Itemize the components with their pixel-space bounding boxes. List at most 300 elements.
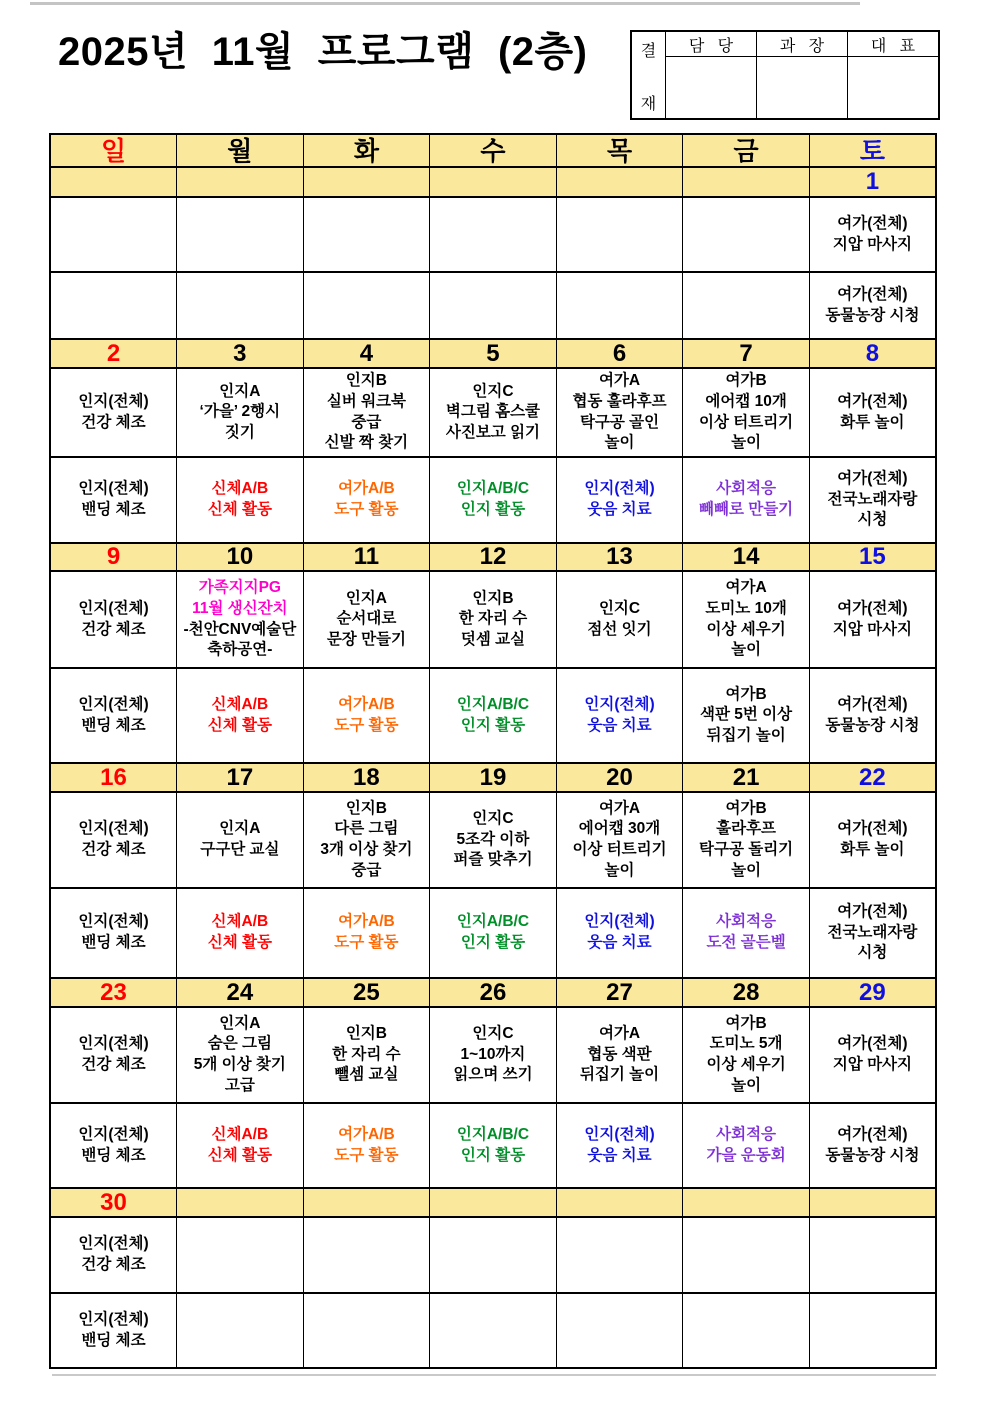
program-line: 놀이 [604, 434, 635, 452]
program-line: 짓기 [224, 423, 255, 441]
morning-program-cell-thu [556, 197, 683, 272]
calendar-table [49, 133, 937, 1369]
afternoon-program-cell-wed [430, 272, 557, 339]
approval-box [630, 30, 940, 120]
program-line: 지압 마사지 [832, 620, 912, 638]
date-cell-sat [809, 1188, 936, 1217]
program-line: 건강 체조 [81, 620, 146, 638]
program-line: 도전 골든벨 [706, 934, 786, 951]
program-line: 도구 활동 [334, 1146, 399, 1164]
afternoon-program-cell-sun [50, 272, 177, 339]
program-line: 시청 [857, 944, 888, 962]
date-cell-fri: 14 [683, 543, 810, 571]
weekday-header-wed: 수 [430, 134, 557, 167]
program-line: 여가A/B [338, 695, 395, 713]
program-line: 퍼즐 맞추기 [453, 851, 533, 869]
scan-artifact-line-bottom [52, 1374, 936, 1376]
date-cell-sat: 29 [809, 978, 936, 1007]
program-line: 에어캡 10개 [705, 392, 787, 410]
program-line: 여가(전체) [837, 1125, 908, 1143]
program-line: 화투 놀이 [840, 841, 905, 858]
program-line: 건강 체조 [81, 1256, 146, 1273]
morning-program-cell-fri [683, 197, 810, 272]
afternoon-program-cell-sat [809, 668, 936, 763]
program-line: 순서대로 [336, 610, 397, 628]
program-line: 여가A [725, 579, 767, 597]
approval-column-manager [756, 32, 847, 118]
approval-stamp-top-char: 결 [640, 43, 657, 60]
program-line: 동물농장 시청 [825, 1146, 920, 1164]
program-line: 문장 만들기 [326, 630, 406, 648]
program-line: 놀이 [731, 1076, 762, 1094]
date-cell-sat: 8 [809, 339, 936, 368]
program-line: 3개 이상 찾기 [320, 841, 413, 858]
program-line: 신체A/B [211, 480, 269, 498]
program-line: 협동 훌라후프 [572, 392, 667, 410]
program-line: 시청 [857, 511, 888, 529]
program-line: 5개 이상 찾기 [193, 1056, 286, 1073]
program-line: 11월 생신잔치 [192, 599, 288, 617]
afternoon-program-cell-thu [556, 1293, 683, 1368]
afternoon-program-cell-mon [177, 272, 304, 339]
program-line: 인지A [219, 820, 261, 838]
program-line: 사회적응 [716, 480, 777, 498]
program-line: 신발 짝 찾기 [324, 434, 409, 452]
afternoon-program-cell-fri [683, 888, 810, 978]
program-line: 여가B [725, 799, 767, 817]
program-line: 여가B [725, 685, 767, 703]
program-line: 여가A/B [338, 480, 395, 498]
morning-program-cell-sun [50, 1007, 177, 1103]
program-line: 웃음 치료 [587, 501, 652, 518]
program-line: ‘가을’ 2행시 [199, 403, 281, 421]
date-cell-tue: 18 [303, 763, 430, 792]
program-line: 한 자리 수 [332, 1045, 401, 1063]
date-cell-sun: 30 [50, 1188, 177, 1217]
date-cell-thu: 6 [556, 339, 683, 368]
afternoon-program-cell-mon [177, 888, 304, 978]
afternoon-program-cell-fri [683, 1293, 810, 1368]
approval-head-manager: 과 장 [757, 32, 847, 57]
date-cell-sun: 2 [50, 339, 177, 368]
approval-signature-space-manager [757, 57, 847, 118]
program-line: 신체 활동 [207, 934, 272, 951]
program-line: 사회적응 [716, 913, 777, 931]
morning-program-cell-tue [303, 792, 430, 888]
program-line: 인지B [345, 799, 387, 817]
date-cell-mon: 17 [177, 763, 304, 792]
afternoon-program-cell-thu [556, 888, 683, 978]
program-line: 여가(전체) [837, 392, 908, 410]
program-line: 밴딩 체조 [81, 1331, 146, 1349]
program-line: 여가(전체) [837, 285, 908, 303]
date-cell-wed: 5 [430, 339, 557, 368]
morning-program-cell-wed [430, 571, 557, 668]
afternoon-program-cell-fri [683, 272, 810, 339]
program-line: 동물농장 시청 [825, 716, 920, 734]
afternoon-program-cell-wed [430, 668, 557, 763]
morning-program-cell-sun [50, 792, 177, 888]
morning-program-cell-thu [556, 571, 683, 668]
afternoon-program-cell-sun [50, 1103, 177, 1188]
program-line: 웃음 치료 [587, 934, 652, 951]
date-cell-sat: 1 [809, 167, 936, 197]
program-line: 훌라후프 [716, 820, 777, 838]
program-line: 인지C [472, 382, 514, 400]
program-line: 여가B [725, 1014, 767, 1032]
morning-program-cell-mon [177, 792, 304, 888]
morning-program-cell-mon [177, 1217, 304, 1293]
program-line: 지압 마사지 [832, 1056, 912, 1073]
approval-head-representative: 대 표 [848, 32, 938, 57]
program-line: 여가(전체) [837, 903, 908, 921]
date-cell-sun [50, 167, 177, 197]
afternoon-program-cell-mon [177, 668, 304, 763]
afternoon-program-cell-tue [303, 1293, 430, 1368]
program-line: 인지B [345, 1025, 387, 1043]
date-cell-wed: 12 [430, 543, 557, 571]
program-line: 벽그림 홈스쿨 [445, 403, 541, 421]
program-line: 인지C [472, 810, 514, 828]
program-line: 여가(전체) [837, 599, 908, 617]
program-line: 인지(전체) [78, 820, 149, 838]
date-cell-tue [303, 1188, 430, 1217]
program-line: 뒤집기 놀이 [579, 1066, 660, 1084]
program-line: 신체 활동 [207, 1146, 272, 1164]
morning-program-cell-fri [683, 368, 810, 457]
afternoon-program-cell-fri [683, 1103, 810, 1188]
program-line: 인지 활동 [460, 716, 526, 734]
morning-program-cell-sat [809, 368, 936, 457]
afternoon-program-cell-wed [430, 888, 557, 978]
program-line: 여가(전체) [837, 214, 908, 232]
program-line: 여가(전체) [837, 695, 908, 713]
date-cell-fri: 28 [683, 978, 810, 1007]
program-line: 도구 활동 [334, 934, 399, 951]
date-cell-mon: 24 [177, 978, 304, 1007]
program-line: 인지B [345, 372, 387, 390]
afternoon-program-cell-tue [303, 272, 430, 339]
program-line: 여가A [598, 372, 641, 390]
morning-program-cell-sat [809, 1007, 936, 1103]
program-line: 놀이 [731, 641, 762, 659]
morning-program-cell-tue [303, 1007, 430, 1103]
program-line: 건강 체조 [81, 413, 146, 431]
afternoon-program-cell-tue [303, 1103, 430, 1188]
afternoon-program-cell-wed [430, 1103, 557, 1188]
morning-program-cell-mon [177, 1007, 304, 1103]
program-line: 도미노 5개 [709, 1035, 783, 1053]
date-cell-fri: 21 [683, 763, 810, 792]
program-line: 밴딩 체조 [81, 1146, 146, 1164]
morning-program-cell-fri [683, 571, 810, 668]
program-line: 인지A [219, 382, 261, 400]
afternoon-program-cell-sat [809, 272, 936, 339]
morning-program-cell-mon [177, 571, 304, 668]
program-line: 신체A/B [211, 1125, 269, 1143]
approval-signature-space-representative [848, 57, 938, 118]
date-cell-tue: 4 [303, 339, 430, 368]
morning-program-cell-wed [430, 197, 557, 272]
date-cell-mon [177, 167, 304, 197]
afternoon-program-cell-thu [556, 272, 683, 339]
program-line: 인지(전체) [78, 1035, 149, 1053]
program-line: 에어캡 30개 [578, 820, 661, 838]
program-line: 동물농장 시청 [825, 306, 920, 324]
morning-program-cell-sun [50, 571, 177, 668]
afternoon-program-cell-sun [50, 888, 177, 978]
program-line: 덧셈 교실 [460, 630, 526, 648]
program-line: 건강 체조 [81, 1056, 146, 1073]
program-line: 건강 체조 [81, 841, 146, 858]
program-line: 이상 터트리기 [699, 413, 794, 431]
morning-program-cell-wed [430, 1217, 557, 1293]
morning-program-cell-thu [556, 1007, 683, 1103]
program-line: 놀이 [731, 434, 762, 452]
program-line: 뺄셈 교실 [334, 1066, 399, 1084]
morning-program-cell-sat [809, 792, 936, 888]
date-cell-wed [430, 167, 557, 197]
program-line: 인지(전체) [78, 1235, 149, 1253]
afternoon-program-cell-wed [430, 457, 557, 543]
date-cell-tue [303, 167, 430, 197]
date-cell-thu: 20 [556, 763, 683, 792]
date-cell-wed: 19 [430, 763, 557, 792]
morning-program-cell-mon [177, 368, 304, 457]
program-line: 탁구공 골인 [579, 413, 660, 431]
program-line: 전국노래자랑 [827, 923, 918, 941]
program-line: 인지(전체) [584, 1125, 655, 1143]
program-line: 여가A [598, 1025, 641, 1043]
afternoon-program-cell-tue [303, 888, 430, 978]
program-line: 이상 세우기 [706, 1056, 786, 1073]
weekday-header-sun: 일 [50, 134, 177, 167]
morning-program-cell-sun [50, 368, 177, 457]
date-cell-sun: 23 [50, 978, 177, 1007]
date-cell-wed [430, 1188, 557, 1217]
program-line: 신체A/B [211, 913, 269, 931]
program-line: 이상 터트리기 [572, 841, 667, 858]
afternoon-program-cell-fri [683, 668, 810, 763]
program-line: 탁구공 돌리기 [699, 841, 794, 858]
program-line: 여가(전체) [837, 470, 908, 488]
program-line: 1~10까지 [460, 1045, 526, 1063]
program-line: 한 자리 수 [458, 610, 528, 628]
morning-program-cell-wed [430, 792, 557, 888]
morning-program-cell-tue [303, 571, 430, 668]
program-line: 뒤집기 놀이 [706, 726, 786, 744]
program-line: 여가A/B [338, 1125, 395, 1143]
program-line: 숨은 그림 [207, 1035, 272, 1053]
afternoon-program-cell-mon [177, 457, 304, 543]
approval-column-representative [847, 32, 938, 118]
date-cell-tue: 11 [303, 543, 430, 571]
program-line: 신체 활동 [207, 716, 272, 734]
date-cell-sun: 9 [50, 543, 177, 571]
program-line: 전국노래자랑 [827, 490, 918, 508]
approval-stamp-bottom-char: 재 [640, 96, 657, 113]
program-line: 도미노 10개 [705, 599, 787, 617]
program-line: 인지C [472, 1025, 514, 1043]
program-line: 여가B [725, 372, 767, 390]
program-line: 사회적응 [716, 1125, 777, 1143]
approval-head-staff: 담 당 [666, 32, 756, 57]
afternoon-program-cell-wed [430, 1293, 557, 1368]
program-line: 인지(전체) [584, 695, 655, 713]
morning-program-cell-thu [556, 368, 683, 457]
program-line: 도구 활동 [334, 501, 399, 518]
morning-program-cell-sun [50, 1217, 177, 1293]
program-line: 웃음 치료 [587, 1146, 652, 1164]
morning-program-cell-fri [683, 1007, 810, 1103]
date-cell-wed: 26 [430, 978, 557, 1007]
program-line: 인지A/B/C [456, 1125, 530, 1143]
date-cell-mon: 10 [177, 543, 304, 571]
afternoon-program-cell-sun [50, 668, 177, 763]
date-cell-thu [556, 167, 683, 197]
date-cell-fri [683, 167, 810, 197]
program-line: 고급 [224, 1076, 255, 1094]
weekday-header-tue: 화 [303, 134, 430, 167]
program-line: 빼빼로 만들기 [699, 501, 794, 518]
afternoon-program-cell-sat [809, 888, 936, 978]
program-line: 여가A [598, 799, 641, 817]
morning-program-cell-tue [303, 1217, 430, 1293]
program-line: 여가(전체) [837, 820, 908, 838]
program-line: 가족지지PG [198, 579, 281, 597]
afternoon-program-cell-mon [177, 1103, 304, 1188]
approval-signature-space-staff [666, 57, 756, 118]
weekday-header-mon: 월 [177, 134, 304, 167]
afternoon-program-cell-tue [303, 457, 430, 543]
afternoon-program-cell-sat [809, 1103, 936, 1188]
afternoon-program-cell-sat [809, 1293, 936, 1368]
program-line: 이상 세우기 [706, 620, 786, 638]
morning-program-cell-wed [430, 1007, 557, 1103]
morning-program-cell-wed [430, 368, 557, 457]
afternoon-program-cell-thu [556, 1103, 683, 1188]
date-cell-mon: 3 [177, 339, 304, 368]
afternoon-program-cell-tue [303, 668, 430, 763]
afternoon-program-cell-fri [683, 457, 810, 543]
program-line: 여가A/B [338, 913, 395, 931]
morning-program-cell-tue [303, 197, 430, 272]
program-line: 여가(전체) [837, 1035, 908, 1053]
program-line: 인지(전체) [584, 480, 655, 498]
morning-program-cell-thu [556, 792, 683, 888]
program-line: 인지A/B/C [456, 695, 530, 713]
scan-artifact-line-top [30, 2, 860, 5]
program-line: 도구 활동 [334, 716, 399, 734]
date-cell-thu [556, 1188, 683, 1217]
program-line: 밴딩 체조 [81, 716, 146, 734]
program-line: 인지(전체) [584, 913, 655, 931]
date-cell-fri [683, 1188, 810, 1217]
program-line: 놀이 [731, 861, 762, 879]
program-line: 5조각 이하 [456, 830, 530, 848]
morning-program-cell-sat [809, 571, 936, 668]
date-cell-sat: 15 [809, 543, 936, 571]
program-line: 인지(전체) [78, 599, 149, 617]
program-line: 인지A [219, 1014, 261, 1032]
afternoon-program-cell-mon [177, 1293, 304, 1368]
page-title: 2025년 11월 프로그램 (2층) [58, 30, 588, 74]
program-line: 화투 놀이 [840, 413, 905, 431]
weekday-header-thu: 목 [556, 134, 683, 167]
program-line: 인지C [598, 599, 641, 617]
program-line: 신체A/B [211, 695, 269, 713]
program-line: 인지 활동 [460, 1146, 526, 1164]
morning-program-cell-sat [809, 1217, 936, 1293]
program-line: 인지(전체) [78, 392, 149, 410]
date-cell-thu: 13 [556, 543, 683, 571]
date-cell-mon [177, 1188, 304, 1217]
program-line: 신체 활동 [207, 501, 272, 518]
program-line: 웃음 치료 [587, 716, 652, 734]
program-line: 지압 마사지 [832, 235, 912, 253]
program-line: 인지 활동 [460, 501, 526, 518]
afternoon-program-cell-thu [556, 668, 683, 763]
morning-program-cell-sun [50, 197, 177, 272]
program-line: 밴딩 체조 [81, 501, 146, 518]
program-line: 인지A/B/C [456, 480, 530, 498]
program-line: 인지 활동 [460, 934, 526, 951]
morning-program-cell-tue [303, 368, 430, 457]
morning-program-cell-sat [809, 197, 936, 272]
program-line: 구구단 교실 [200, 841, 280, 858]
date-cell-thu: 27 [556, 978, 683, 1007]
approval-column-staff [666, 32, 756, 118]
weekday-header-sat: 토 [809, 134, 936, 167]
program-line: 인지A [345, 589, 387, 607]
date-cell-fri: 7 [683, 339, 810, 368]
weekday-header-fri: 금 [683, 134, 810, 167]
program-line: 가을 운동회 [706, 1146, 786, 1164]
afternoon-program-cell-sun [50, 1293, 177, 1368]
program-line: 인지B [472, 589, 514, 607]
date-cell-sat: 22 [809, 763, 936, 792]
afternoon-program-cell-sun [50, 457, 177, 543]
program-line: 중급 [351, 413, 382, 431]
morning-program-cell-thu [556, 1217, 683, 1293]
afternoon-program-cell-sat [809, 457, 936, 543]
morning-program-cell-fri [683, 1217, 810, 1293]
morning-program-cell-fri [683, 792, 810, 888]
program-line: -천안CNV예술단 [183, 620, 297, 638]
program-line: 실버 워크북 [326, 392, 406, 410]
program-line: 인지(전체) [78, 695, 149, 713]
program-line: 점선 잇기 [587, 620, 652, 638]
program-line: 인지A/B/C [456, 913, 530, 931]
program-line: 밴딩 체조 [81, 934, 146, 951]
program-line: 다른 그림 [334, 820, 399, 838]
program-line: 인지(전체) [78, 480, 149, 498]
approval-stamp-column [632, 32, 666, 118]
program-line: 축하공연- [207, 641, 273, 659]
program-line: 색판 5번 이상 [700, 706, 793, 724]
program-line: 인지(전체) [78, 1125, 149, 1143]
program-line: 읽으며 쓰기 [453, 1066, 533, 1084]
program-line: 중급 [351, 861, 382, 879]
date-cell-sun: 16 [50, 763, 177, 792]
date-cell-tue: 25 [303, 978, 430, 1007]
afternoon-program-cell-thu [556, 457, 683, 543]
program-line: 인지(전체) [78, 1310, 149, 1328]
morning-program-cell-mon [177, 197, 304, 272]
program-line: 사진보고 읽기 [445, 423, 541, 441]
program-line: 협동 색판 [587, 1045, 652, 1063]
program-line: 인지(전체) [78, 913, 149, 931]
